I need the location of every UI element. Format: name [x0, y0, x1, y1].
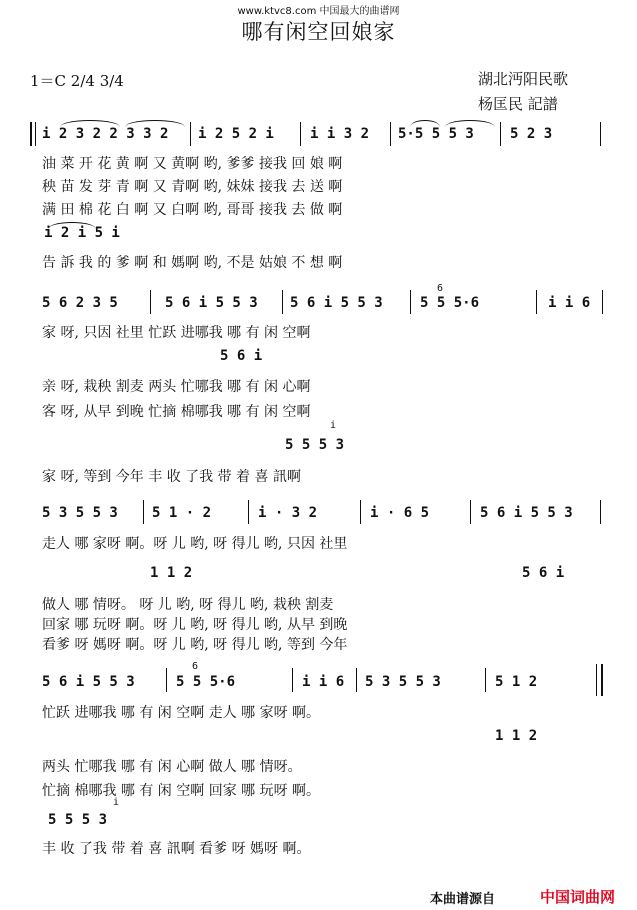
- grace-note: i: [113, 797, 120, 808]
- lyric-variant-1: 亲 呀, 栽秧 割麦 两头 忙哪我 哪 有 闲 心啊: [42, 379, 311, 395]
- variant-measure: 5 5 5 3: [48, 812, 108, 828]
- measure-7: 5 6 i 5 5 3: [165, 295, 258, 311]
- lyric-line: 走人 哪 家呀 啊。呀 儿 哟, 呀 得儿 哟, 只因 社里: [42, 536, 348, 552]
- barline: [360, 500, 361, 524]
- barline: [300, 122, 301, 146]
- variant-measure: 5 5 5 3: [285, 437, 345, 453]
- lyric-verse-1: 油 菜 开 花 黄 啊 又 黄啊 哟, 爹爹 接我 回 娘 啊: [42, 156, 343, 172]
- barline: [602, 290, 603, 314]
- measure-20: 5 1 2: [495, 674, 538, 690]
- measure-15: 5 6 i 5 5 3: [480, 505, 573, 521]
- measure-11: 5 3 5 5 3: [42, 505, 118, 521]
- song-title: 哪有闲空回娘家: [241, 20, 396, 44]
- slur: [125, 120, 185, 127]
- slur: [410, 120, 440, 127]
- measure-6: 5 6 2 3 5: [42, 295, 118, 311]
- measure-18: i i 6: [302, 674, 345, 690]
- barline: [143, 500, 144, 524]
- lyric-verse-3: 满 田 棉 花 白 啊 又 白啊 哟, 哥哥 接我 去 做 啊: [42, 202, 343, 218]
- barline: [500, 122, 501, 146]
- lyric-line: 忙跃 进哪我 哪 有 闲 空啊 走人 哪 家呀 啊。: [42, 705, 321, 721]
- brand-logo[interactable]: 中国词曲网: [540, 888, 616, 906]
- repeat-start-bar: [30, 122, 32, 146]
- variant-measure: 1 1 2: [150, 565, 193, 581]
- measure-4: 5·5 5 5 3: [398, 126, 474, 142]
- lyric-variant-1: 两头 忙哪我 哪 有 闲 心啊 做人 哪 情呀。: [42, 759, 302, 775]
- lyric-variant-3: 看爹 呀 媽呀 啊。呀 儿 哟, 呀 得儿 哟, 等到 今年: [42, 637, 348, 653]
- lyric-variant: 家 呀, 等到 今年 丰 收 了我 带 着 喜 訊啊: [42, 469, 301, 485]
- measure-14: i · 6 5: [370, 505, 430, 521]
- measure-5: 5 2 3: [510, 126, 553, 142]
- lyric-line: 家 呀, 只因 社里 忙跃 进哪我 哪 有 闲 空啊: [42, 325, 311, 341]
- repeat-start-bar-thin: [35, 122, 36, 146]
- barline: [282, 290, 283, 314]
- grace-note: 6: [437, 283, 444, 294]
- origin-label: 湖北沔阳民歌: [478, 70, 569, 88]
- transcriber-label: 杨匡民 記譜: [478, 95, 558, 113]
- barline: [248, 500, 249, 524]
- measure-13: i · 3 2: [258, 505, 318, 521]
- measure-1: i 2 3 2 2 3 3 2: [42, 126, 169, 142]
- repeat-end-bar-thin: [596, 664, 597, 696]
- measure-10: i i 6: [548, 295, 591, 311]
- grace-note: i: [330, 420, 337, 431]
- lyric-variant-1: 做人 哪 情呀。 呀 儿 哟, 呀 得儿 哟, 栽秧 割麦: [42, 597, 334, 613]
- lyric-variant-2: 回家 哪 玩呀 啊。呀 儿 哟, 呀 得儿 哟, 从早 到晚: [42, 617, 348, 633]
- variant-measure: 1 1 2: [495, 728, 538, 744]
- measure-16: 5 6 i 5 5 3: [42, 674, 135, 690]
- barline: [150, 290, 151, 314]
- barline: [356, 668, 357, 692]
- measure-12: 5 1 · 2: [152, 505, 212, 521]
- barline: [600, 500, 601, 524]
- barline: [410, 290, 411, 314]
- measure-9: 5 5 5·6: [420, 295, 480, 311]
- variant-measure: i 2 i 5 i: [44, 225, 120, 241]
- slur: [445, 120, 495, 127]
- barline: [390, 122, 391, 146]
- variant-measure: 5 6 i: [522, 565, 565, 581]
- measure-2: i 2 5 2 i: [198, 126, 274, 142]
- site-header: www.ktvc8.com 中国最大的曲谱网: [237, 6, 400, 17]
- key-meter: 1＝C 2/4 3/4: [30, 72, 124, 90]
- slur: [48, 222, 96, 229]
- lyric-variant: 丰 收 了我 带 着 喜 訊啊 看爹 呀 媽呀 啊。: [42, 841, 311, 857]
- lyric-variant-2: 忙摘 棉哪我 哪 有 闲 空啊 回家 哪 玩呀 啊。: [42, 783, 321, 799]
- barline: [600, 122, 601, 146]
- barline: [292, 668, 293, 692]
- barline: [166, 668, 167, 692]
- barline: [190, 122, 191, 146]
- variant-measure: 5 6 i: [220, 348, 263, 364]
- lyric-verse-2: 秧 苗 发 芽 青 啊 又 青啊 哟, 妹妹 接我 去 送 啊: [42, 179, 343, 195]
- barline: [470, 500, 471, 524]
- measure-19: 5 3 5 5 3: [365, 674, 441, 690]
- measure-3: i i 3 2: [310, 126, 370, 142]
- lyric-variant: 告 訴 我 的 爹 啊 和 媽啊 哟, 不是 姑娘 不 想 啊: [42, 255, 343, 271]
- measure-8: 5 6 i 5 5 3: [290, 295, 383, 311]
- measure-17: 5 5 5·6: [176, 674, 236, 690]
- source-label: 本曲谱源自: [430, 892, 496, 907]
- slur: [60, 120, 120, 127]
- repeat-end-bar: [601, 664, 603, 696]
- barline: [536, 290, 537, 314]
- lyric-variant-2: 客 呀, 从早 到晚 忙摘 棉哪我 哪 有 闲 空啊: [42, 404, 311, 420]
- grace-note: 6: [192, 661, 199, 672]
- barline: [485, 668, 486, 692]
